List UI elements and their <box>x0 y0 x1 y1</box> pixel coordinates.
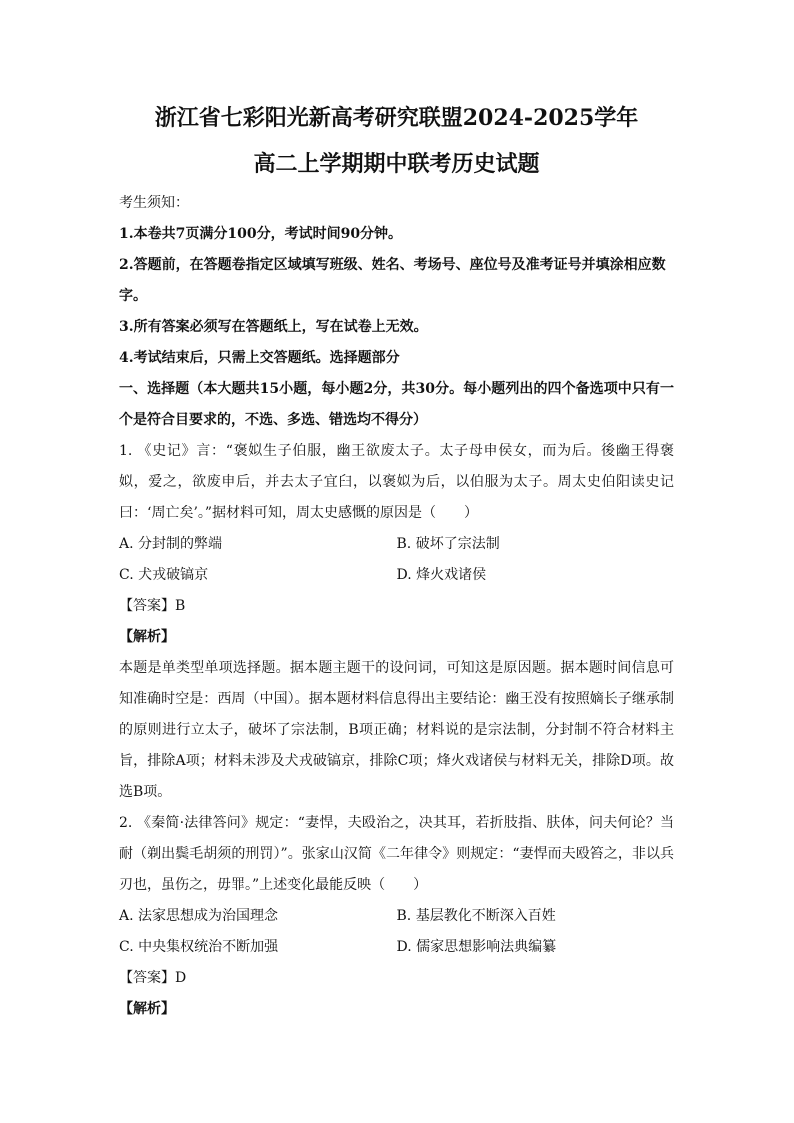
options-row <box>119 901 674 932</box>
options-row <box>119 932 674 963</box>
option-b: B. 破坏了宗法制 <box>396 536 500 552</box>
option-d: D. 烽火戏诸侯 <box>396 567 487 583</box>
notice-item-3: 3.所有答案必须写在答题纸上，写在试卷上无效。 <box>119 319 428 335</box>
option-a: A. 分封制的弊端 <box>119 536 223 552</box>
option-b: B. 基层教化不断深入百姓 <box>396 908 556 924</box>
answer-label: 【答案】D <box>119 970 187 986</box>
exam-title-line1: 浙江省七彩阳光新高考研究联盟2024-2025学年 <box>154 105 639 131</box>
notice-item-1: 1.本卷共7页满分100分，考试时间90分钟。 <box>119 226 403 242</box>
notice-item-4: 4.考试结束后，只需上交答题纸。选择题部分 <box>119 350 400 366</box>
question-stem: 2. 《秦简·法律答问》规定：“妻悍，夫殴治之，决其耳，若折肢指、肤体，问夫何论？当耐（剃出鬓毛胡须的刑罚）”。张家山汉简《二年律令》则规定：“妻悍而夫殴笞之，非以兵刃也，虽伤之，毋罪。”上述变化最能反映（ ） <box>119 815 674 893</box>
analysis-label: 【解析】 <box>119 629 175 645</box>
option-d: D. 儒家思想影响法典编纂 <box>396 939 557 955</box>
exam-title-line2: 高二上学期期中联考历史试题 <box>253 151 540 177</box>
question-1 <box>119 436 674 808</box>
analysis-label: 【解析】 <box>119 1001 175 1017</box>
notice-item-2: 2.答题前，在答题卷指定区域填写班级、姓名、考场号、座位号及准考证号并填涂相应数字。 <box>119 257 666 304</box>
question-2 <box>119 808 674 1025</box>
option-c: C. 犬戎破镐京 <box>119 567 209 583</box>
notice-heading: 考生须知： <box>119 195 189 211</box>
analysis-text: 本题是单类型单项选择题。据本题主题干的设问词，可知这是原因题。据本题时间信息可知准确时空是：西周（中国）。据本题材料信息得出主要结论：幽王没有按照嫡长子继承制的原则进行立太子，破坏了宗法制，B项正确；材料说的是宗法制，分封制不符合材料主旨，排除A项；材料未涉及犬戎破镐京，排除C项；烽火戏诸侯与材料无关，排除D项。故选B项。 <box>119 660 674 800</box>
options-row <box>119 529 674 560</box>
option-c: C. 中央集权统治不断加强 <box>119 939 279 955</box>
option-a: A. 法家思想成为治国理念 <box>119 908 279 924</box>
section-heading: 一、选择题（本大题共15小题，每小题2分，共30分。每小题列出的四个备选项中只有一个是符合目要求的，不选、多选、错选均不得分） <box>119 381 674 428</box>
answer-label: 【答案】B <box>119 598 186 614</box>
question-stem: 1. 《史记》言：“褒姒生子伯服，幽王欲废太子。太子母申侯女，而为后。後幽王得褒姒，爱之，欲废申后，并去太子宜臼，以褒姒为后，以伯服为太子。周太史伯阳读史记曰：‘周亡矣’。”据材料可知，周太史感慨的原因是（ ） <box>119 443 674 521</box>
options-row <box>119 560 674 591</box>
